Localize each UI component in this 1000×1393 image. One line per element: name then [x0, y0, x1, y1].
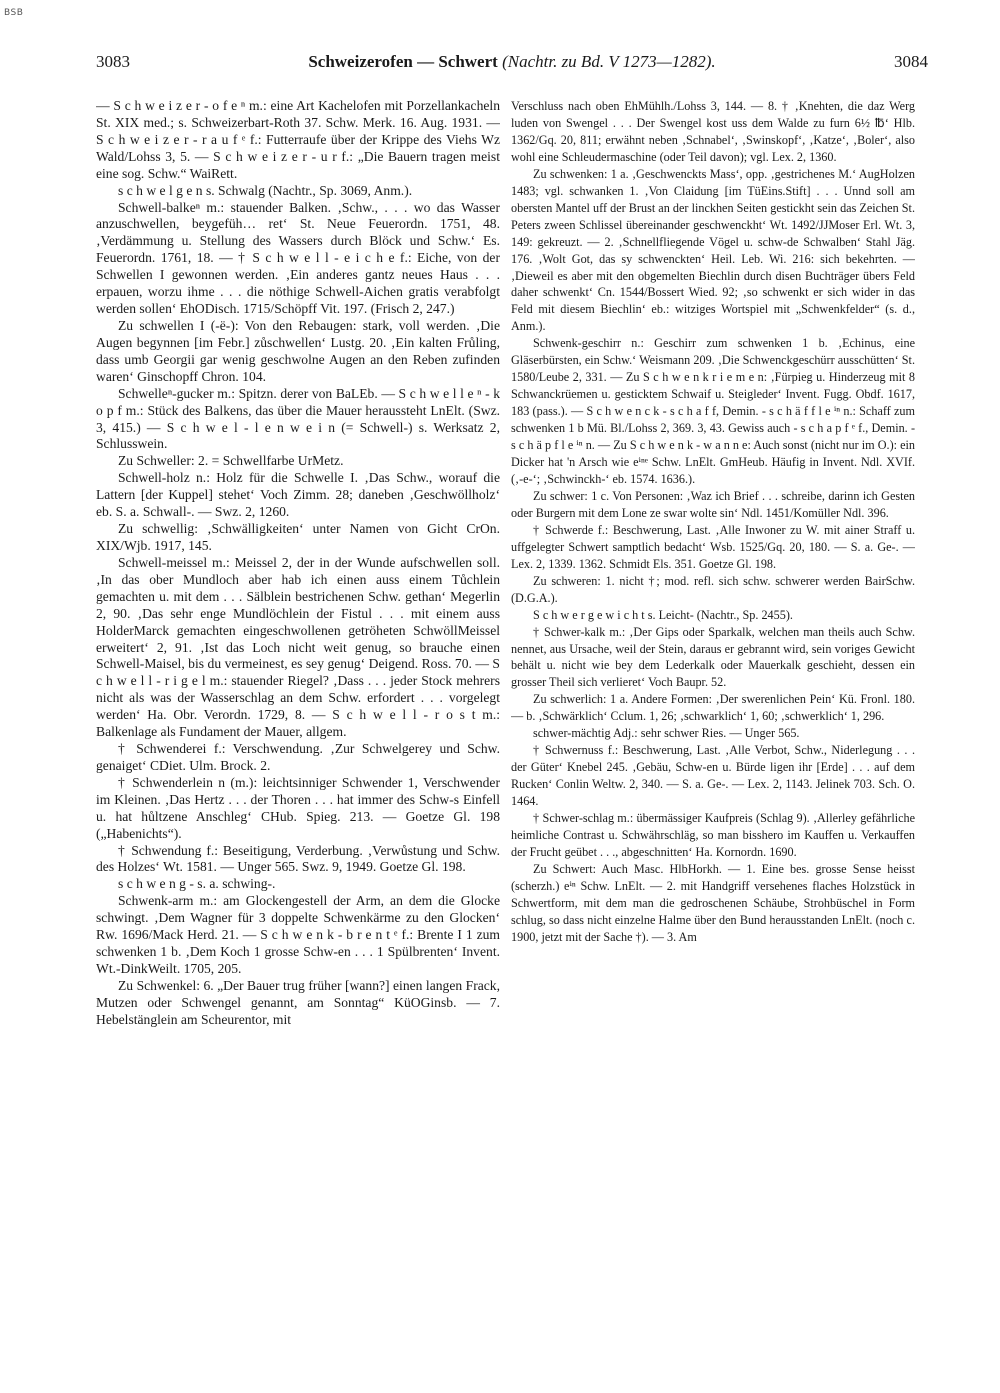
dictionary-entry: Zu schwenken: 1 a. ‚Geschwenckts Mass‘, opp. ‚gestrichenes M.‘ AugHolzen 1483; vgl. schwanken 1. ‚Von Claidung [im TüEins.Stift] . . . Unnd soll am obersten Mantel uff der Brust an der linckhen Seiten gestickht sein das Zeichen St. Peters zween Schlissel übereinander geschwenckht‘ Wt. 1492/JJMoser Erl. Wt. 3, 149: gekreuzt. — 2. ‚Schnellfliegende Vögel u. schw-de Schwalben‘ Stahl Jäg. 176. ‚Wolt Got, das sy schwenckten‘ Heil. Leb. Wi. 216: sich bekehrten. — ‚Dieweil es aber mit den obgemelten Biechlin durch disen Buchträger übers Feld daher schwenkt‘ Cn. 1544/Bossert Wied. 92; ‚so schwenkt er sich wider in das Feld mit diesem Biechlin‘ eb.: witziges Wortspiel mit „Schwenkfelder“ (s. d., Anm.).: [511, 166, 915, 334]
dictionary-entry: † Schwenderlein n (m.): leichtsinniger Schwender 1, Verschwender im Kleinen. ‚Das Hertz . . . der Thoren . . . hat immer des Schw-s Einfell u. hat hůltzene Anschleg‘ CHub. Spieg. 213. — Goetze Gl. 198 („Habenichts“).: [96, 774, 500, 841]
dictionary-entry: Schwell-holz n.: Holz für die Schwelle I. ‚Das Schw., worauf die Lattern [der Kuppel] stehet‘ Voch Zimm. 28; daneben ‚Geschwöllholz‘ eb. S. a. Schwall-. — Swz. 2, 1260.: [96, 470, 500, 520]
dictionary-entry: s c h w e l g e n s. Schwalg (Nachtr., Sp. 3069, Anm.).: [118, 182, 413, 198]
dictionary-entry: † Schwernuss f.: Beschwerung, Last. ‚Alle Verbot, Schw., Niderlegung . . . der Güter‘ Knebel 245. ‚Gebäu, Schw-en u. Bürde ligen ihr [Erde] . . . auf dem Rucken‘ Conlin Weltw. 2, 340. — S. a. Ge-. — Lex. 2, 1143. Jelinek 703. Sch. O. 1464.: [511, 743, 915, 809]
dictionary-entry: Schwenk-geschirr n.: Geschirr zum schwenken 1 b. ‚Echinus, eine Gläserbürsten, ein Schw.‘ Weismann 209. ‚Die Schwenckgeschürr ausschütten‘ St. 1580/Leube 2, 331. — Zu S c h w e n k r i e m e n: ‚Fürpieg u. Hinderzeug mit 8 Schwanckrüemen u. gesticktem Schwaif u. Steigleder‘ Invent. Fugg. Obdf. 1617, 183 (pass.). — S c h w e n c k - s c h a f f, Demin. - s c h ä f f l e ⁱⁿ n.: Schaff zum schwenken 1 b Mü. Bl./Lohss 2, 369. 3, 43. Gewiss auch - s c h a p f ᵉ f., Demin. - s c h ä p f l e ⁱⁿ n. — Zu S c h w e n k - w a n n e: Auch sonst (nicht nur im O.): ein Dicker hat 'n Arsch wie eⁱⁿᵉ Schw. LnElt. GmHeub. Häufig in Invent. Ndl. XVIf. (‚-e-‘; ‚Schwinckh-‘ eb. 1574. 1636.).: [511, 336, 915, 486]
dictionary-entry: Zu schwellig: ‚Schwälligkeiten‘ unter Namen von Gicht CrOn. XIX/Wjb. 1917, 145.: [96, 521, 500, 553]
dictionary-entry: Zu schwer: 1 c. Von Personen: ‚Waz ich Brief . . . schreibe, darinn ich Gesten oder Burgern mit dem Lone ze swar wolte sin‘ Ndl. 1451/Komüller Ndl. 396.: [511, 488, 915, 520]
page-header: [96, 52, 928, 80]
dictionary-entry: Schwell-meissel m.: Meissel 2, der in der Wunde aufschwellen soll. ‚In das ober Mundloch aber hab ich einen auss einem Tůchlein gemachten u. mit dem . . . Sälblein bestrichenen Schw. gethan‘ Megerlin 2, 90. ‚Das sehr enge Mundlöchlein der Fistul . . . mit einem auss HolderMarck gemachten eingeschwollenen getröheten SchwöllMeissel erweitert‘ 2, 91. ‚Ist das Loch nicht weit genug, so brauche einen Schwell-Maisel, bis du vermeinest, es sey genug‘ Deigend. Ross. 70. — S c h w e l l - r i g e l m.: stauender Riegel? ‚Dass . . . jeder Stock mehrers nicht als was der Wasserschlag an dem Schw. erfordert . . . vorgelegt werden‘ Ha. Obr. Verordn. 1729, 8. — S c h w e l l - r o s t m.: Balkenlage als Fundament der Mauer, allgem.: [96, 554, 500, 740]
running-title-note: (Nachtr. zu Bd. V 1273—1282).: [502, 52, 716, 71]
dictionary-entry: Verschluss nach oben EhMühlh./Lohss 3, 144. — 8. † ‚Knehten, die daz Werg luden von Swengel . . . Der Swengel kost uss dem Walde zu furn 6½ ℔‘ Hlb. 1362/Gq. 20, 811; erwähnt neben ‚Schnabel‘, ‚Swinskopf‘, ‚Katze‘, ‚Boler‘, also wohl eine Schleudermaschine (oder Teil davon); vgl. Lex. 2, 1360.: [511, 99, 915, 164]
running-title-main: Schweizerofen — Schwert: [308, 52, 498, 71]
dictionary-entry: † Schwer-kalk m.: ‚Der Gips oder Sparkalk, welchen man theils auch Schw. nennet, aus Ursache, weil der Stein, daraus er gebrannt wird, sein voriges Gewicht behält u. nicht wie bey dem Lederkalk oder Mauerkalk geschieht, dessen ein grosser Theil sich verlieret‘ Voch Baupr. 52.: [511, 624, 915, 690]
dictionary-entry: Zu schweren: 1. nicht †; mod. refl. sich schw. schwerer werden BairSchw. (D.G.A.).: [511, 573, 915, 605]
dictionary-entry: Zu schwerlich: 1 a. Andere Formen: ‚Der swerenlichen Pein‘ Kü. Fronl. 180. — b. ‚Schwärklich‘ Cclum. 1, 26; ‚schwarklich‘ 1, 60; ‚schwerklich‘ 1, 296.: [511, 692, 915, 724]
dictionary-entry: Zu Schwert: Auch Masc. HlbHorkh. — 1. Eine bes. grosse Sense heisst (scherzh.) eⁱⁿ Schw. LnElt. — 2. mit Handgriff versehenes flaches Holzstück in Schwertform, mit dem man die gedroschenen Schäube, Strohbüschel in Form schlug, so dass nicht einzelne Halme über den Bund herausstanden LnElt. (noch c. 1900, jetzt mit der Sache †). — 3. Am: [511, 861, 915, 944]
dictionary-entry: Schwell-balkeⁿ m.: stauender Balken. ‚Schw., . . . wo das Wasser anzuschwellen, beygefüh… ret‘ St. Neue Feuerordn. 1751, 48. ‚Verdämmung u. Stellung des Wassers durch Blöck und Schw.‘ Es. Feuerordn. 1761, 18. — † S c h w e l l - e i c h e f.: Eiche, von der Schwellen I gewonnen werden. ‚Ein anderes gantz neues Haus . . . erpauen, worzu ihme . . . die nöthige Schwell-Aichen gratis verabfolgt werden sollen‘ EhODisch. 1715/Schöpff Vit. 197. (Frisch 2, 247.): [96, 199, 500, 317]
right-column: [511, 98, 915, 1383]
page-number-right: 3084: [894, 52, 928, 71]
left-column: [96, 98, 500, 1383]
dictionary-entry: Zu Schweller: 2. = Schwellfarbe UrMetz.: [118, 453, 344, 469]
dictionary-entry: † Schwendung f.: Beseitigung, Verderbung. ‚Verwůstung und Schw. des Holzes‘ Wt. 1581. — Unger 565. Swz. 9, 1949. Goetze Gl. 198.: [96, 842, 500, 875]
dictionary-entry: s c h w e n g - s. a. schwing-.: [118, 876, 276, 892]
running-title: [96, 52, 928, 72]
dictionary-entry: Zu schwellen I (-ë-): Von den Rebaugen: stark, voll werden. ‚Die Augen begynnen [im Febr.] zůschwellen‘ Lustg. 20. ‚Ein kalten Frůling, dass umb Georgii gar wenig geschwolne Augen an den Reben zufinden waren‘ Ginschopff Chron. 104.: [96, 317, 500, 384]
dictionary-entry: † Schwer-schlag m.: übermässiger Kaufpreis (Schlag 9). ‚Allerley gefährliche heimliche Contrast u. Schwährschläg, so man bisshero im Kauffen u. Verkauffen der Frucht geübet . . ., abgeschnitten‘ Ha. Kornordn. 1690.: [511, 811, 915, 859]
dictionary-entry: Zu Schwenkel: 6. „Der Bauer trug früher [wann?] einen langen Frack, Mutzen oder Schwengel genannt, am Sonntag“ KüOGinsb. — 7. Hebelstänglein am Scheurentor, mit: [96, 977, 500, 1027]
page-number-left: 3083: [96, 52, 130, 71]
dictionary-entry: Schwelleⁿ-gucker m.: Spitzn. derer von BaLEb. — S c h w e l l e ⁿ - k o p f m.: Stück des Balkens, das über die Mauer heraussteht LnElt. (Swz. 3, 415.) — S c h w e l - l e n w e i n (= Schwell-) s. Werksatz 2, Schlusswein.: [96, 385, 500, 452]
library-stamp: BSB: [4, 8, 24, 18]
dictionary-entry: † Schwerde f.: Beschwerung, Last. ‚Alle Inwoner zu W. mit ainer Straff u. uffgelegter Schwert samptlich bedacht‘ Wsb. 1525/Gq. 20, 180. — S. a. Ge-. — Lex. 2, 1339. 1362. Schmidt Els. 351. Goetze Gl. 198.: [511, 522, 915, 571]
dictionary-entry: † Schwenderei f.: Verschwendung. ‚Zur Schwelgerey und Schw. genaiget‘ CDiet. Ulm. Brock. 2.: [96, 741, 500, 773]
dictionary-entry: S c h w e r g e w i c h t s. Leicht- (Nachtr., Sp. 2455).: [533, 607, 793, 622]
dictionary-entry: schwer-mächtig Adj.: sehr schwer Ries. — Unger 565.: [533, 726, 800, 741]
dictionary-entry: Schwenk-arm m.: am Glockengestell der Arm, an dem die Glocke schwingt. ‚Dem Wagner für 3 doppelte Schwenkärme zu den Glocken‘ Rw. 1696/Mack Herd. 21. — S c h w e n k - b r e n t ᵉ f.: Brente I 1 zum schwenken 1 b. ‚Dem Koch 1 grosse Schw-en . . . 1 Spülbrenten‘ Invent. Wt.-DinkWeilt. 1705, 205.: [96, 893, 500, 977]
dictionary-entry: — S c h w e i z e r - o f e ⁿ m.: eine Art Kachelofen mit Porzellankacheln St. XIX med.; s. Schweizerbart-Roth 37. Schw. Merk. 16. Aug. 1931. — S c h w e i z e r - r a u f ᵉ f.: Futterraufe über der Krippe des Viehs Wz Wald/Lohss 3, 5. — S c h w e i z e r - u r f.: „Die Bauern tragen meist eine sog. Schw.“ WaiRett.: [96, 98, 500, 181]
